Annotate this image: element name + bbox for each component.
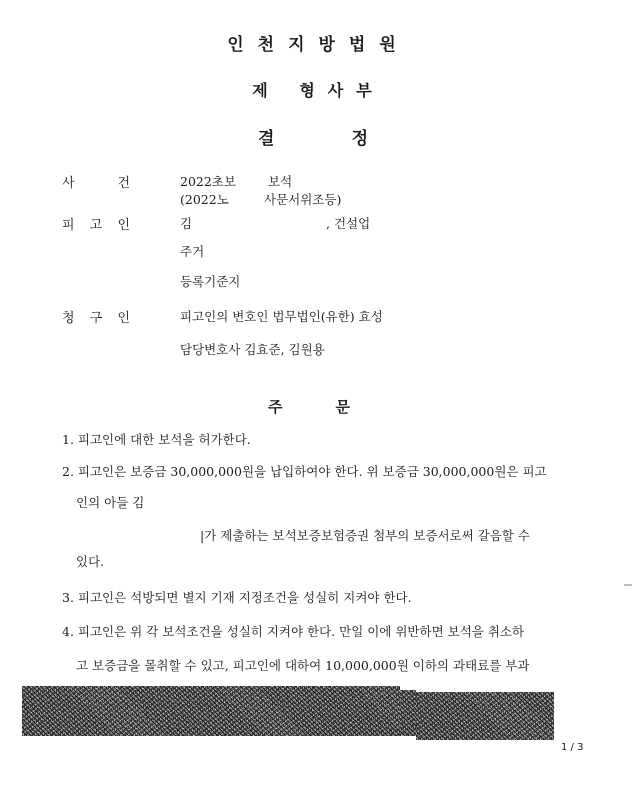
redaction-noise (416, 692, 554, 740)
original-case-name: 사문서위조등) (264, 192, 342, 207)
order-title: 주 문 (268, 398, 350, 416)
redaction-noise (400, 690, 416, 736)
redaction-noise (22, 686, 400, 736)
document-title (258, 124, 368, 149)
original-case-number: (2022노 (180, 192, 229, 207)
department-name: 제 형사부 (252, 81, 385, 100)
applicant-attorneys: 담당변호사 김효준, 김원용 (180, 342, 325, 357)
scan-mark (624, 584, 632, 586)
defendant-address-label: 주거 (180, 244, 205, 259)
order-item-4-line-2: 고 보증금을 몰취할 수 있고, 피고인에 대하여 10,000,000원 이하의 과태료를 부과 (76, 658, 530, 673)
defendant-occupation: , 건설업 (326, 216, 371, 231)
case-label: 사 건 (62, 176, 130, 191)
case-name: 보석 (268, 174, 293, 189)
applicant-firm: 피고인의 변호인 법무법인(유한) 효성 (180, 309, 383, 324)
order-item-4-line-1: 4. 피고인은 위 각 보석조건을 성실히 지켜야 한다. 만일 이에 위반하면 보석을 취소하 (62, 624, 525, 639)
order-item-2-line-3: |가 제출하는 보석보증보험증권 첨부의 보증서로써 갈음할 수 (200, 528, 530, 543)
order-item-2-line-2: 인의 아들 김 (76, 495, 145, 510)
order-item-2-line-1: 2. 피고인은 보증금 30,000,000원을 납입하여야 한다. 위 보증금 30,000,000원은 피고 (62, 464, 547, 479)
order-item-2-line-4: 있다. (76, 554, 105, 569)
applicant-label: 청 구 인 (62, 311, 130, 326)
order-item-3: 3. 피고인은 석방되면 별지 기재 지정조건을 성실히 지켜야 한다. (62, 590, 412, 605)
case-number: 2022초보 (180, 174, 236, 189)
defendant-name: 김 (180, 216, 193, 231)
document-title-char: 정 (351, 129, 368, 149)
defendant-label: 피 고 인 (62, 218, 130, 233)
defendant-registration-label: 등록기준지 (180, 274, 241, 289)
order-item-1: 1. 피고인에 대한 보석을 허가한다. (62, 432, 251, 447)
document-title-char: 결 (258, 129, 275, 149)
court-name: 인천지방법원 (227, 35, 410, 55)
page-number: 1 / 3 (561, 742, 584, 753)
